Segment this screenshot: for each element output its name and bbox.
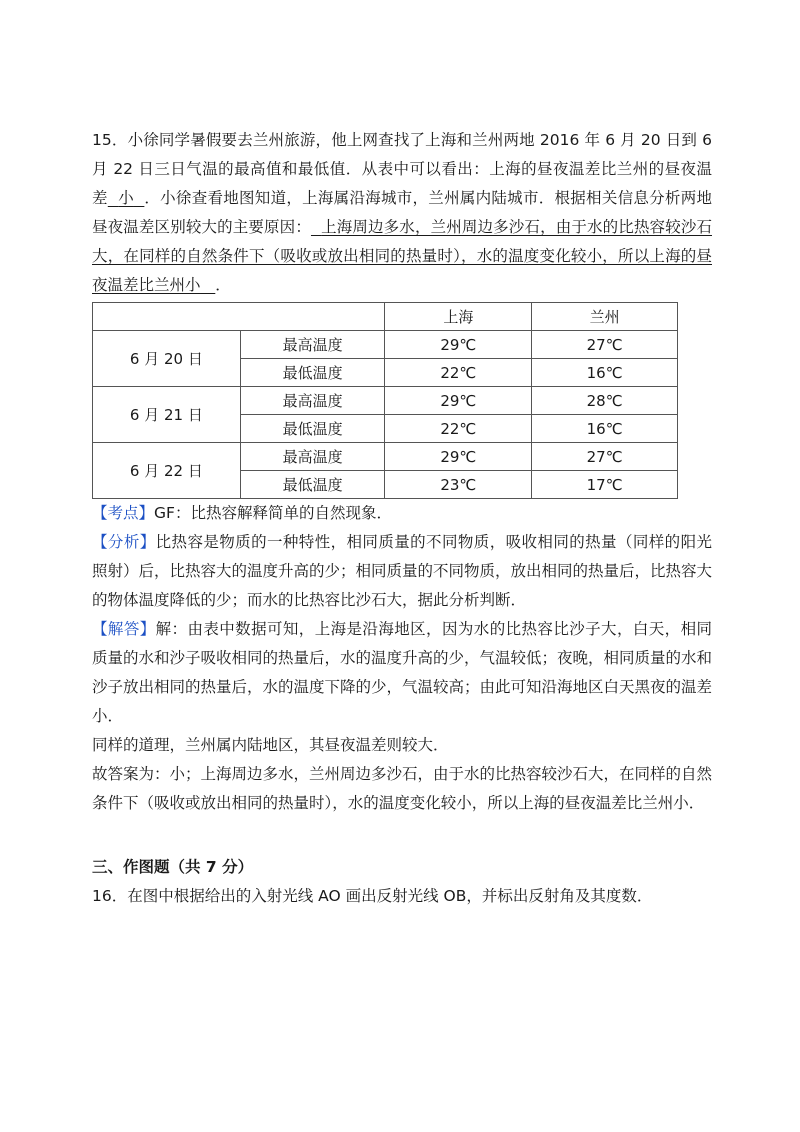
fenxi-section: 【分析】比热容是物质的一种特性，相同质量的不同物质，吸收相同的热量（同样的阳光照射）后，比热容大的温度升高的少；相同质量的不同物质，放出相同的热量后，比热容大的物体温度降低的少；而水的比热容比沙石大，据此分析判断． <box>92 533 713 609</box>
kaodian-tag: 【考点】 <box>92 504 155 522</box>
value-cell: 22℃ <box>385 415 532 443</box>
final-answer: 故答案为：小；上海周边多水，兰州周边多沙石，由于水的比热容较沙石大，在同样的自然条件下（吸收或放出相同的热量时），水的温度变化较小，所以上海的昼夜温差比兰州小． <box>92 765 713 812</box>
question-16: 16．在图中根据给出的入射光线 AO 画出反射光线 OB，并标出反射角及其度数． <box>92 887 653 905</box>
value-cell: 29℃ <box>385 331 532 359</box>
value-cell: 23℃ <box>385 471 532 499</box>
same-reason-paragraph: 同样的道理，兰州属内陆地区，其昼夜温差则较大． <box>92 736 449 754</box>
value-cell: 16℃ <box>532 359 678 387</box>
fenxi-tag: 【分析】 <box>92 533 156 551</box>
date-cell: 6 月 22 日 <box>93 443 241 499</box>
jieda-tag: 【解答】 <box>92 620 156 638</box>
table-header-row <box>93 303 678 331</box>
table-row <box>93 443 678 471</box>
temperature-table <box>92 302 678 499</box>
table-row <box>93 331 678 359</box>
answer-blank-2: 上海周边多水，兰州周边多沙石，由于水的比热容较沙石大，在同样的自然条件下（吸收或放出相同的热量时），水的温度变化较小，所以上海的昼夜温差比兰州小 <box>92 218 712 294</box>
value-cell: 22℃ <box>385 359 532 387</box>
value-cell: 16℃ <box>532 415 678 443</box>
table-header-shanghai: 上海 <box>385 303 532 331</box>
label-cell: 最低温度 <box>240 471 385 499</box>
value-cell: 29℃ <box>385 443 532 471</box>
kaodian-section: 【考点】GF：比热容解释简单的自然现象． <box>92 504 392 522</box>
jieda-section: 【解答】解：由表中数据可知，上海是沿海地区，因为水的比热容比沙子大，白天，相同质量的水和沙子吸收相同的热量后，水的温度升高的少，气温较低；夜晚，相同质量的水和沙子放出相同的热量后，水的温度下降的少，气温较高；由此可知沿海地区白天黑夜的温差小． <box>92 620 713 725</box>
table-header-lanzhou: 兰州 <box>532 303 678 331</box>
label-cell: 最高温度 <box>240 331 385 359</box>
value-cell: 27℃ <box>532 331 678 359</box>
answer-blank-1: 小 <box>118 189 134 207</box>
label-cell: 最低温度 <box>240 415 385 443</box>
value-cell: 27℃ <box>532 443 678 471</box>
section-3-title: 三、作图题（共 7 分） <box>92 858 254 876</box>
value-cell: 29℃ <box>385 387 532 415</box>
date-cell: 6 月 20 日 <box>93 331 241 387</box>
table-row <box>93 387 678 415</box>
value-cell: 28℃ <box>532 387 678 415</box>
label-cell: 最低温度 <box>240 359 385 387</box>
document-page <box>92 126 712 911</box>
value-cell: 17℃ <box>532 471 678 499</box>
label-cell: 最高温度 <box>240 387 385 415</box>
question-number: 15． <box>92 131 128 149</box>
label-cell: 最高温度 <box>240 443 385 471</box>
question-15: 15．小徐同学暑假要去兰州旅游，他上网查找了上海和兰州两地 2016 年 6 月 20 日到 6 月 22 日三日气温的最高值和最低值．从表中可以看出：上海的昼夜温差比兰州的昼夜温差 小 ．小徐查看地图知道，上海属沿海城市，兰州属内陆城市．根据相关信息分析两地昼夜温差区别较大的主要原因： 上海周边多水，兰州周边多沙石，由于水的比热容较沙石大，在同样的自然条件下（吸收或放出相同的热量时），水的温度变化较小，所以上海的昼夜温差比兰州小 ． <box>92 131 712 294</box>
date-cell: 6 月 21 日 <box>93 387 241 443</box>
table-header-blank <box>93 303 385 331</box>
